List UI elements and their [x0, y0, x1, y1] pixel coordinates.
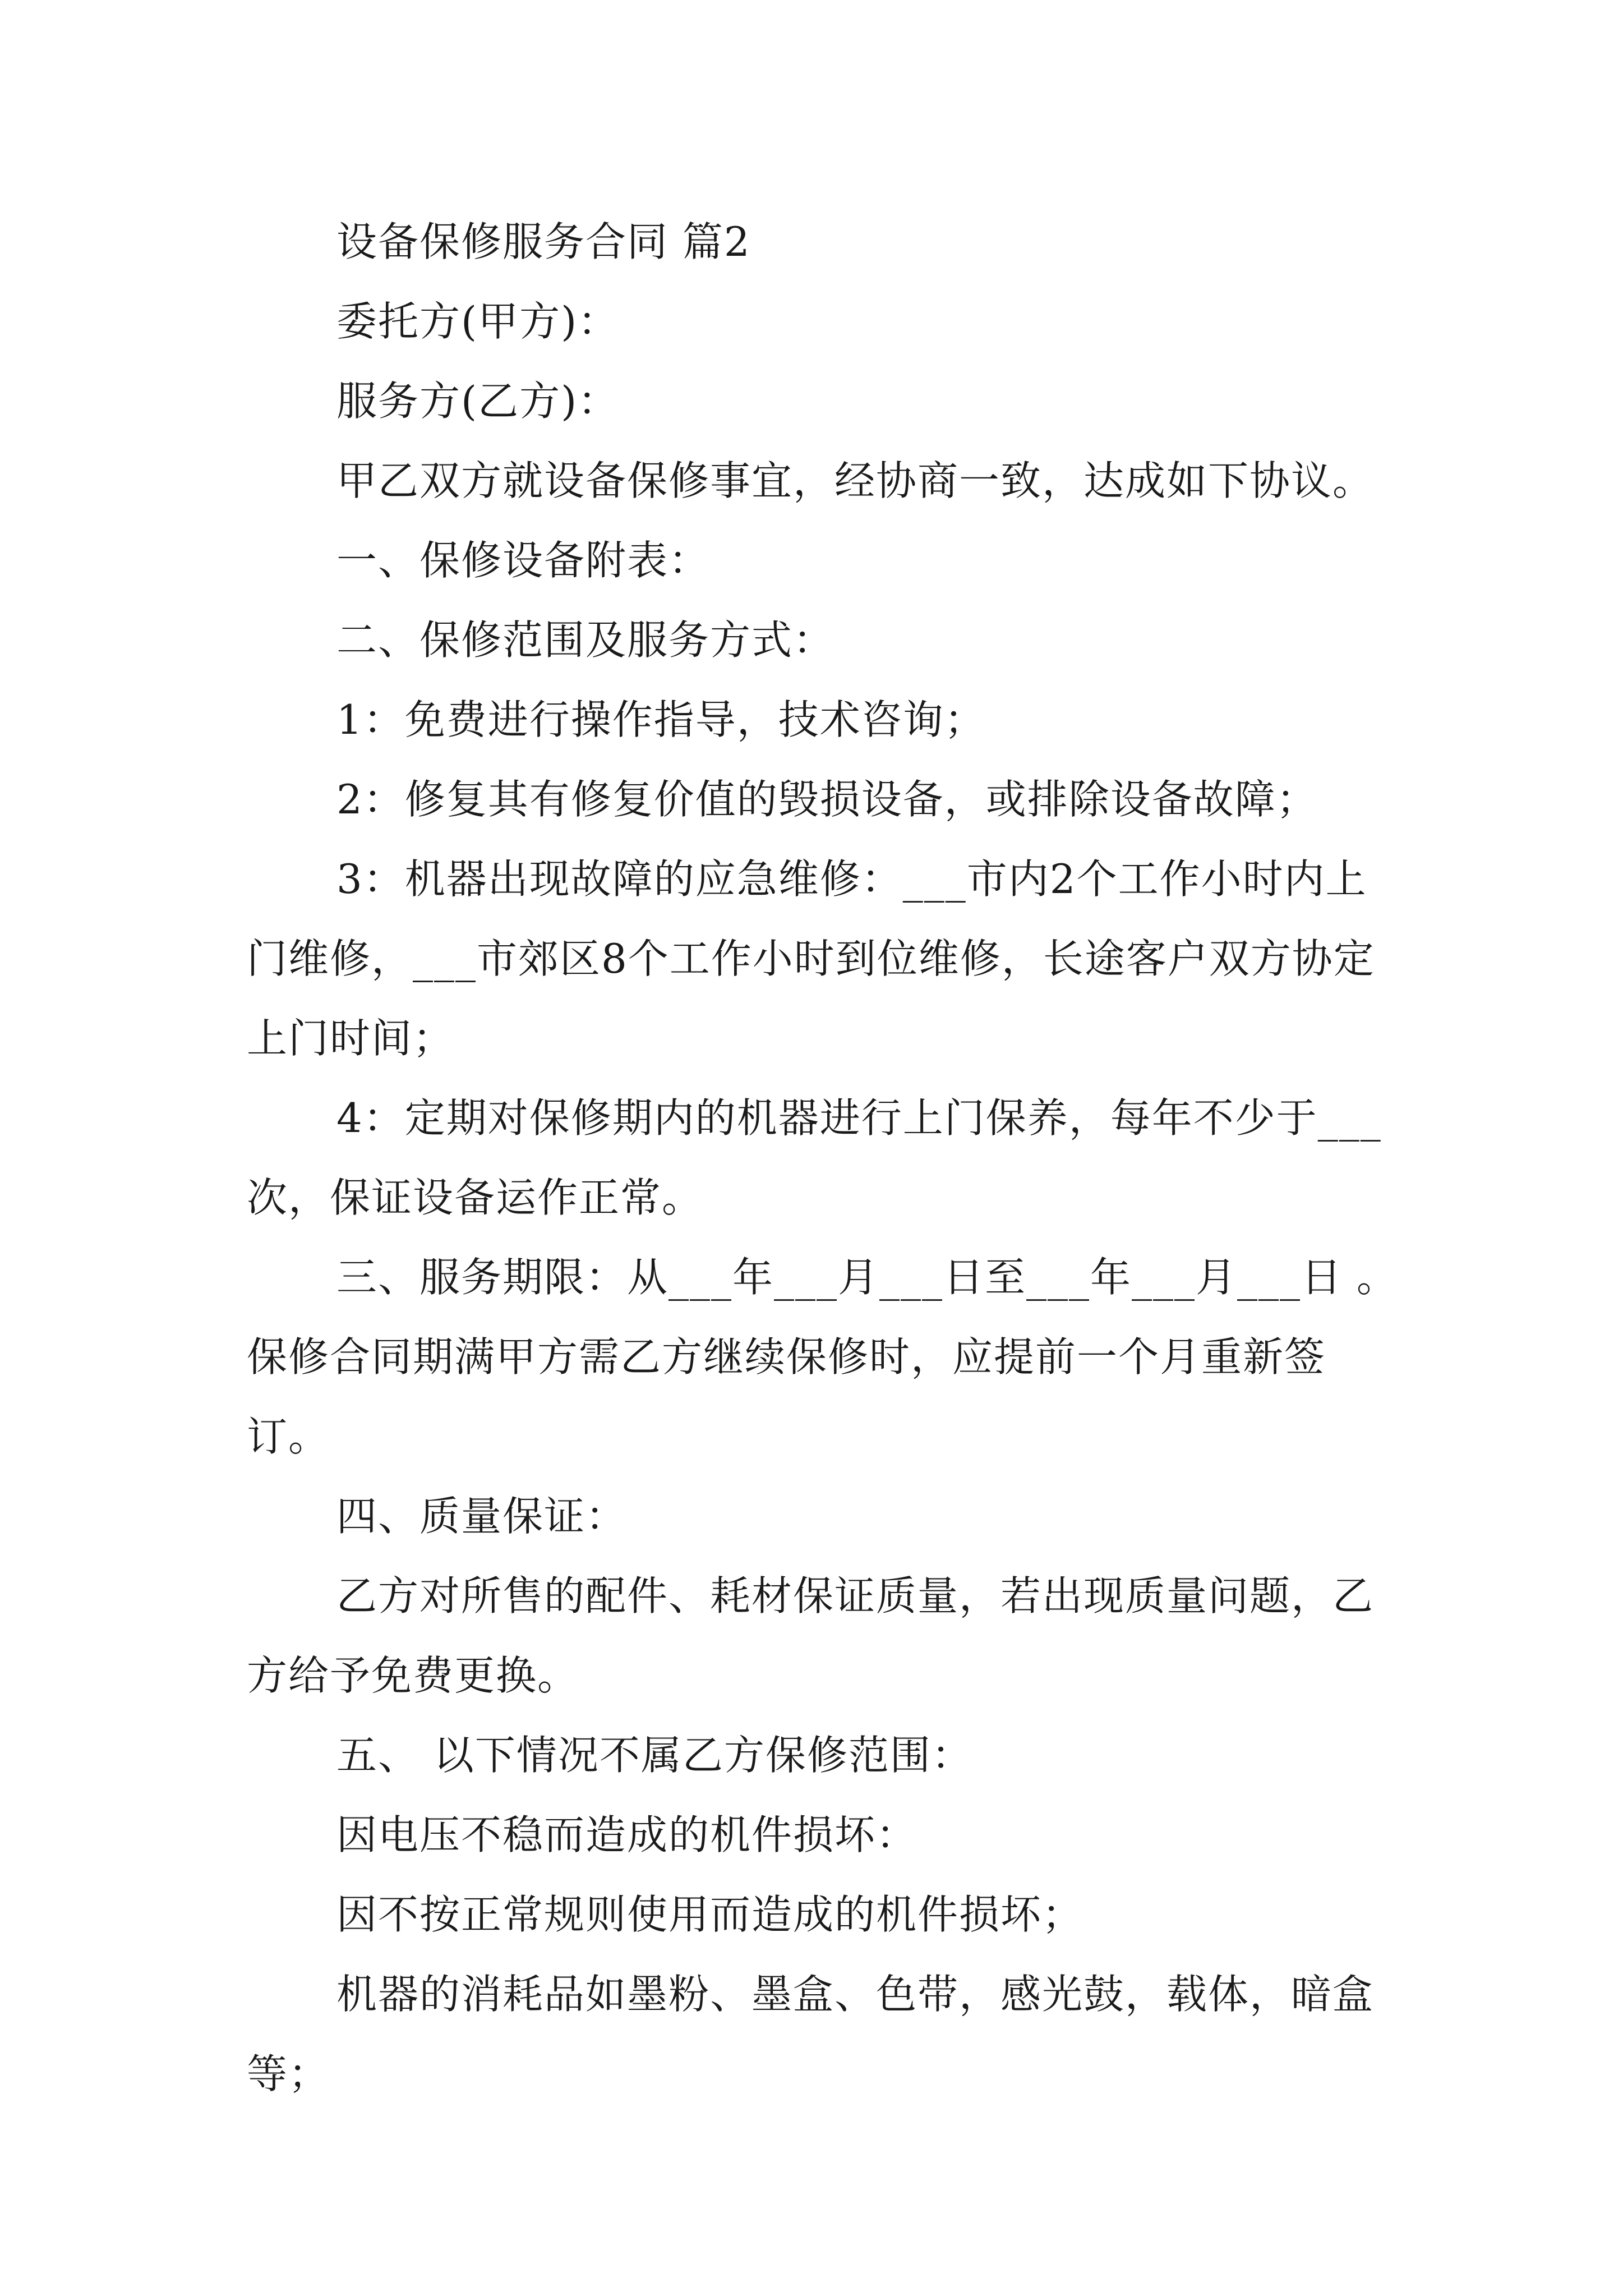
- document-body: [247, 202, 1402, 2114]
- section-heading-5: 五、 以下情况不属乙方保修范围：: [336, 1732, 973, 1779]
- clause-item-2: 2：修复其有修复价值的毁损设备，或排除设备故障；: [336, 776, 1318, 823]
- party-a-line: 委托方(甲方)：: [336, 298, 620, 345]
- document-title: 设备保修服务合同 篇2: [336, 218, 751, 265]
- section-heading-2: 二、保修范围及服务方式：: [336, 616, 835, 664]
- quality-clause: 乙方对所售的配件、耗材保证质量，若出现质量问题，乙方给予免费更换。: [247, 1572, 1375, 1699]
- section-heading-1: 一、保修设备附表：: [336, 537, 711, 584]
- clause-item-4: 4：定期对保修期内的机器进行上门保养，每年不少于___次，保证设备运作正常。: [247, 1094, 1382, 1221]
- exclusion-item-3: 机器的消耗品如墨粉、墨盒、色带，感光鼓，载体，暗盒等；: [247, 1971, 1375, 2097]
- exclusion-item-2: 因不按正常规则使用而造成的机件损坏；: [336, 1891, 1084, 1938]
- section-heading-4: 四、质量保证：: [336, 1493, 628, 1540]
- agreement-intro: 甲乙双方就设备保修事宜，经协商一致，达成如下协议。: [336, 457, 1375, 504]
- clause-item-3: 3：机器出现故障的应急维修：___市内2个工作小时内上门维修，___市郊区8个工作小时到位维修，长途客户双方协定上门时间；: [247, 855, 1375, 1062]
- party-b-line: 服务方(乙方)：: [336, 378, 620, 425]
- section-heading-3: 三、服务期限：从___年___月___日至___年___月___日 。保修合同期满甲方需乙方继续保修时，应提前一个月重新签订。: [247, 1254, 1398, 1460]
- clause-item-1: 1：免费进行操作指导，技术咨询；: [336, 696, 986, 743]
- exclusion-item-1: 因电压不稳而造成的机件损坏：: [336, 1811, 918, 1858]
